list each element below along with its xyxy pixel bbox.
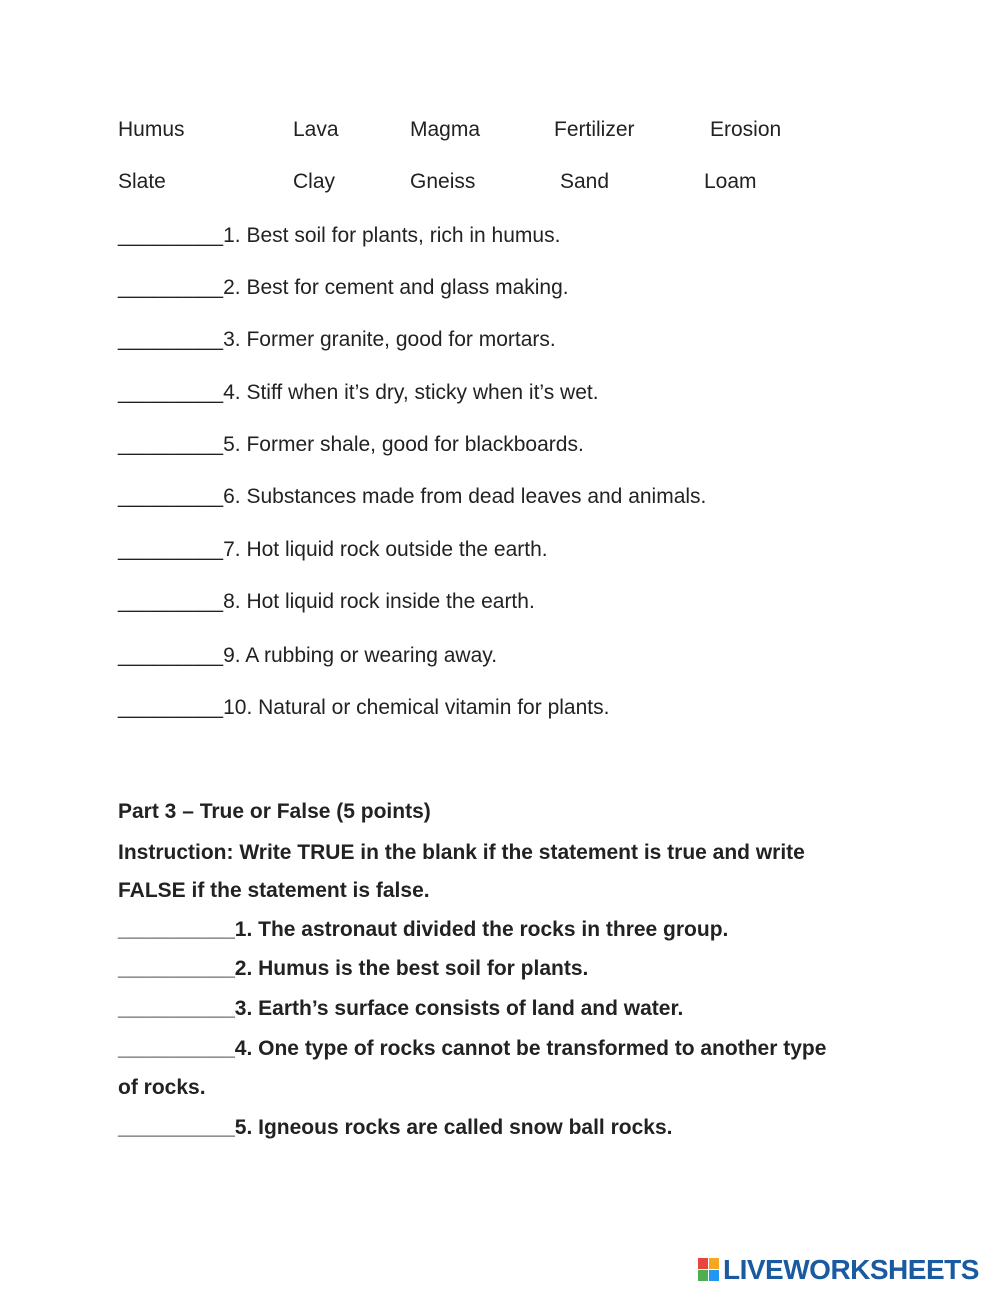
word-bank-term: Slate bbox=[118, 170, 166, 193]
word-bank-row-2 bbox=[118, 170, 878, 200]
word-bank-term: Erosion bbox=[710, 118, 782, 141]
question-8[interactable]: _________8. Hot liquid rock inside the earth. bbox=[118, 590, 535, 613]
question-1[interactable]: _________1. Best soil for plants, rich in humus. bbox=[118, 224, 561, 247]
liveworksheets-logo bbox=[698, 1255, 979, 1285]
word-bank-term: Magma bbox=[410, 118, 481, 141]
logo-block bbox=[709, 1258, 719, 1269]
word-bank-row-1 bbox=[118, 118, 878, 148]
tf-item-4-continued: of rocks. bbox=[118, 1076, 206, 1099]
part3-title: Part 3 – True or False (5 points) bbox=[118, 800, 431, 823]
question-9[interactable]: _________9. A rubbing or wearing away. bbox=[118, 644, 498, 667]
question-2[interactable]: _________2. Best for cement and glass making. bbox=[118, 276, 569, 299]
word-bank-term: Loam bbox=[704, 170, 757, 193]
word-bank-term: Sand bbox=[560, 170, 610, 193]
tf-item-3[interactable]: __________3. Earth’s surface consists of land and water. bbox=[118, 997, 684, 1020]
word-bank-term: Gneiss bbox=[410, 170, 476, 193]
question-3[interactable]: _________3. Former granite, good for mortars. bbox=[118, 328, 556, 351]
word-bank-term: Clay bbox=[293, 170, 336, 193]
word-bank-term: Lava bbox=[293, 118, 339, 141]
logo-block bbox=[709, 1270, 719, 1281]
tf-item-5[interactable]: __________5. Igneous rocks are called snow ball rocks. bbox=[118, 1116, 673, 1139]
part3-instruction-line2: FALSE if the statement is false. bbox=[118, 879, 430, 902]
question-7[interactable]: _________7. Hot liquid rock outside the earth. bbox=[118, 538, 548, 561]
word-bank-term: Humus bbox=[118, 118, 185, 141]
tf-item-2[interactable]: __________2. Humus is the best soil for plants. bbox=[118, 957, 589, 980]
tf-item-4[interactable]: __________4. One type of rocks cannot be transformed to another type bbox=[118, 1037, 827, 1060]
part3-instruction-line1: Instruction: Write TRUE in the blank if the statement is true and write bbox=[118, 841, 805, 864]
word-bank-term: Fertilizer bbox=[554, 118, 635, 141]
logo-blocks-icon bbox=[698, 1258, 720, 1282]
question-4[interactable]: _________4. Stiff when it’s dry, sticky when it’s wet. bbox=[118, 381, 599, 404]
question-5[interactable]: _________5. Former shale, good for blackboards. bbox=[118, 433, 584, 456]
question-10[interactable]: _________10. Natural or chemical vitamin for plants. bbox=[118, 696, 610, 719]
tf-item-1[interactable]: __________1. The astronaut divided the rocks in three group. bbox=[118, 918, 729, 941]
logo-block bbox=[698, 1270, 708, 1281]
logo-block bbox=[698, 1258, 708, 1269]
logo-text: LIVEWORKSHEETS bbox=[723, 1254, 979, 1285]
question-6[interactable]: _________6. Substances made from dead leaves and animals. bbox=[118, 485, 707, 508]
